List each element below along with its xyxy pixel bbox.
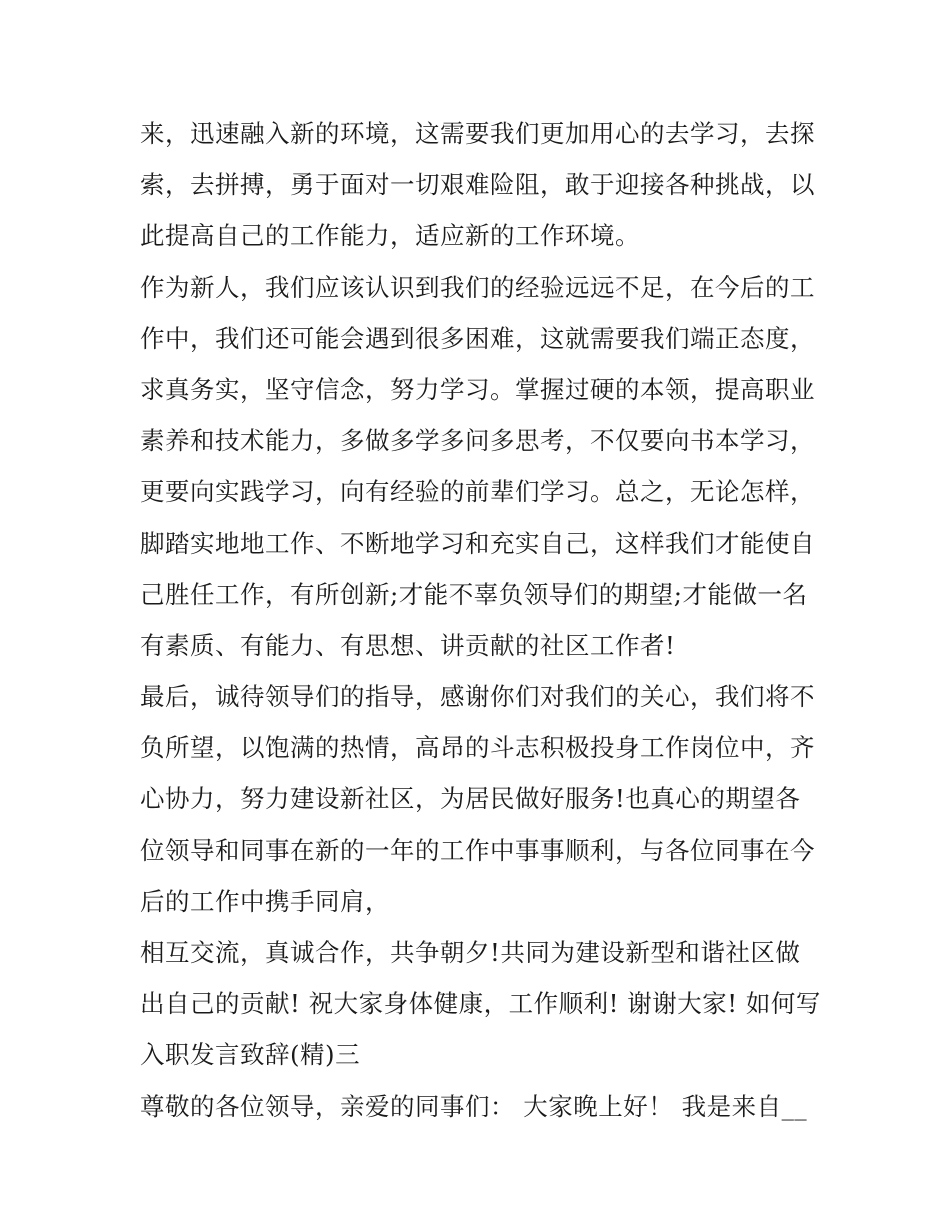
- text-line: 入职发言致辞(精)三: [140, 1040, 361, 1070]
- text-line: 索，去拼搏，勇于面对一切艰难险阻，敢于迎接各种挑战，以: [140, 170, 815, 200]
- text-line: 出自己的贡献! 祝大家身体健康，工作顺利! 谢谢大家! 如何写: [140, 989, 821, 1019]
- text-line: 己胜任工作，有所创新;才能不辜负领导们的期望;才能做一名: [140, 579, 808, 609]
- text-line: 位领导和同事在新的一年的工作中事事顺利，与各位同事在今: [140, 835, 815, 865]
- text-line: 作中，我们还可能会遇到很多困难，这就需要我们端正态度，: [140, 323, 815, 353]
- text-line: 更要向实践学习，向有经验的前辈们学习。总之，无论怎样，: [140, 477, 815, 507]
- text-line: 作为新人，我们应该认识到我们的经验远远不足，在今后的工: [140, 272, 815, 302]
- text-line: 后的工作中携手同肩，: [140, 886, 390, 916]
- text-line: 来，迅速融入新的环境，这需要我们更加用心的去学习，去探: [140, 119, 815, 148]
- text-line: 有素质、有能力、有思想、讲贡献的社区工作者!: [140, 630, 676, 660]
- body-text: [140, 108, 820, 1132]
- text-line: 尊敬的各位领导，亲爱的同事们： 大家晚上好！ 我是来自__: [140, 1091, 808, 1121]
- text-line: 最后，诚待领导们的指导，感谢你们对我们的关心，我们将不: [140, 682, 815, 712]
- text-line: 求真务实，坚守信念，努力学习。掌握过硬的本领，提高职业: [140, 374, 815, 404]
- text-line: 相互交流，真诚合作，共争朝夕!共同为建设新型和谐社区做: [140, 938, 801, 967]
- text-line: 脚踏实地地工作、不断地学习和充实自己，这样我们才能使自: [140, 528, 815, 558]
- text-line: 负所望，以饱满的热情，高昂的斗志积极投身工作岗位中，齐: [140, 733, 815, 763]
- text-line: 素养和技术能力，多做多学多问多思考，不仅要向书本学习，: [140, 426, 815, 456]
- text-line: 心协力，努力建设新社区，为居民做好服务!也真心的期望各: [140, 784, 801, 814]
- text-line: 此提高自己的工作能力，适应新的工作环境。: [140, 221, 640, 251]
